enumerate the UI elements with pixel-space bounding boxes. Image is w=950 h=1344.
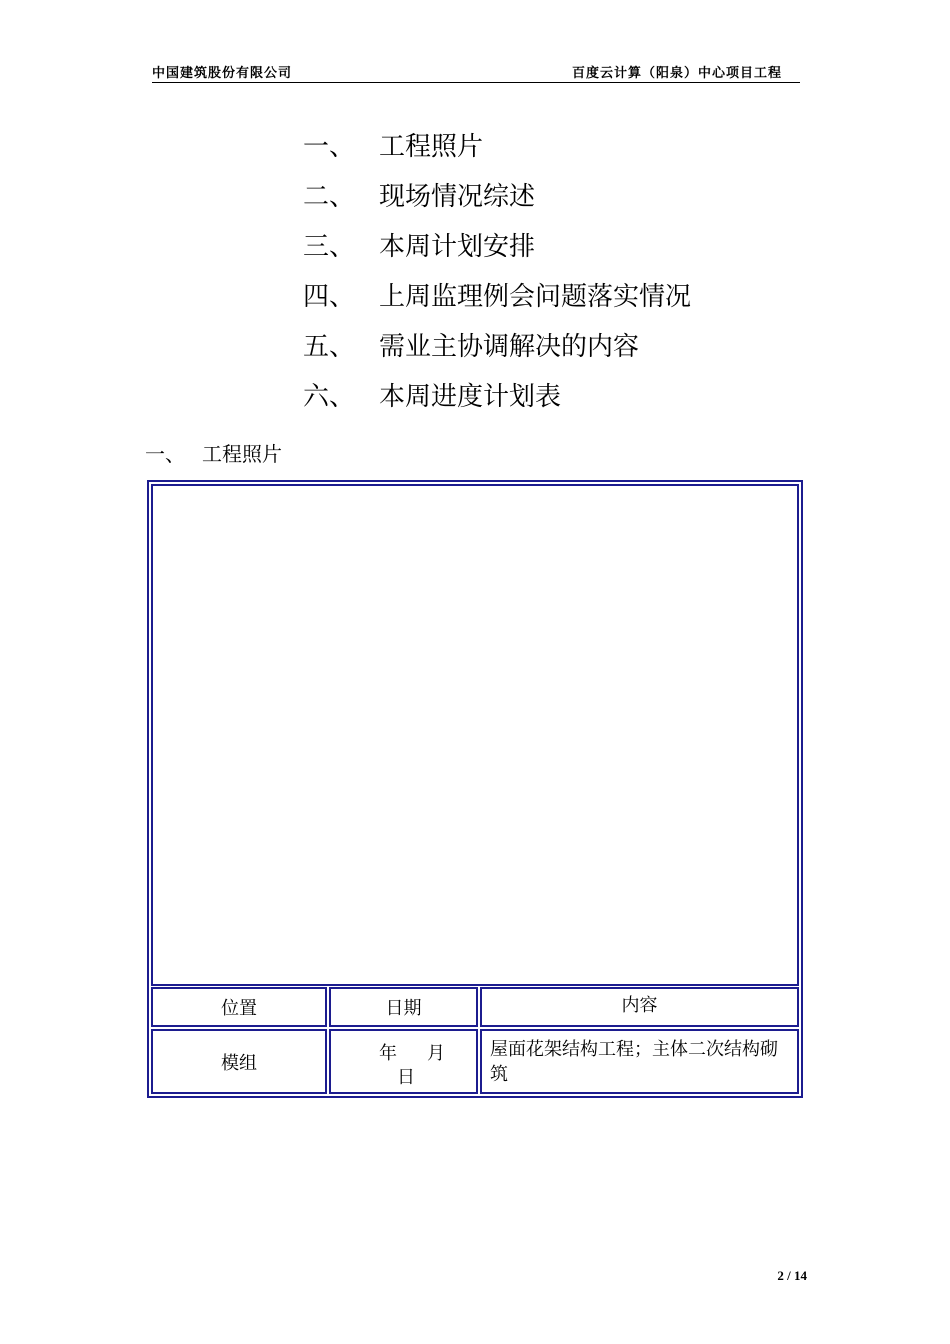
date-year: 年 (379, 1043, 397, 1064)
table-of-contents (303, 128, 691, 428)
cell-content: 屋面花架结构工程；主体二次结构砌筑 (480, 1029, 799, 1094)
toc-number: 三、 (303, 232, 356, 262)
toc-number: 一、 (303, 132, 356, 162)
toc-title: 需业主协调解决的内容 (379, 332, 640, 362)
section-title: 工程照片 (202, 442, 282, 466)
photo-table (147, 480, 803, 1098)
company-name: 中国建筑股份有限公司 (152, 66, 293, 81)
cell-date (329, 1029, 478, 1094)
header-position: 位置 (151, 987, 327, 1027)
page-header (152, 60, 800, 83)
header-content: 内容 (480, 987, 799, 1027)
toc-title: 本周进度计划表 (379, 382, 562, 412)
toc-item (303, 328, 691, 378)
toc-item (303, 378, 691, 428)
section-heading (145, 438, 282, 467)
cell-position: 模组 (151, 1029, 327, 1094)
toc-number: 四、 (303, 282, 356, 312)
toc-title: 本周计划安排 (379, 232, 536, 262)
toc-title: 工程照片 (379, 132, 484, 162)
date-month: 月 (427, 1043, 445, 1064)
toc-title: 上周监理例会问题落实情况 (379, 282, 692, 312)
toc-item (303, 278, 691, 328)
toc-number: 六、 (303, 382, 356, 412)
date-day: 日 (397, 1067, 415, 1088)
toc-title: 现场情况综述 (379, 182, 536, 212)
section-number: 一、 (145, 442, 185, 466)
toc-number: 二、 (303, 182, 356, 212)
header-date: 日期 (329, 987, 478, 1027)
page-number: 2 / 14 (777, 1268, 807, 1283)
toc-item (303, 128, 691, 178)
photo-placeholder (151, 484, 799, 986)
project-name: 百度云计算（阳泉）中心项目工程 (571, 66, 782, 81)
toc-item (303, 228, 691, 278)
toc-item (303, 178, 691, 228)
toc-number: 五、 (303, 332, 356, 362)
